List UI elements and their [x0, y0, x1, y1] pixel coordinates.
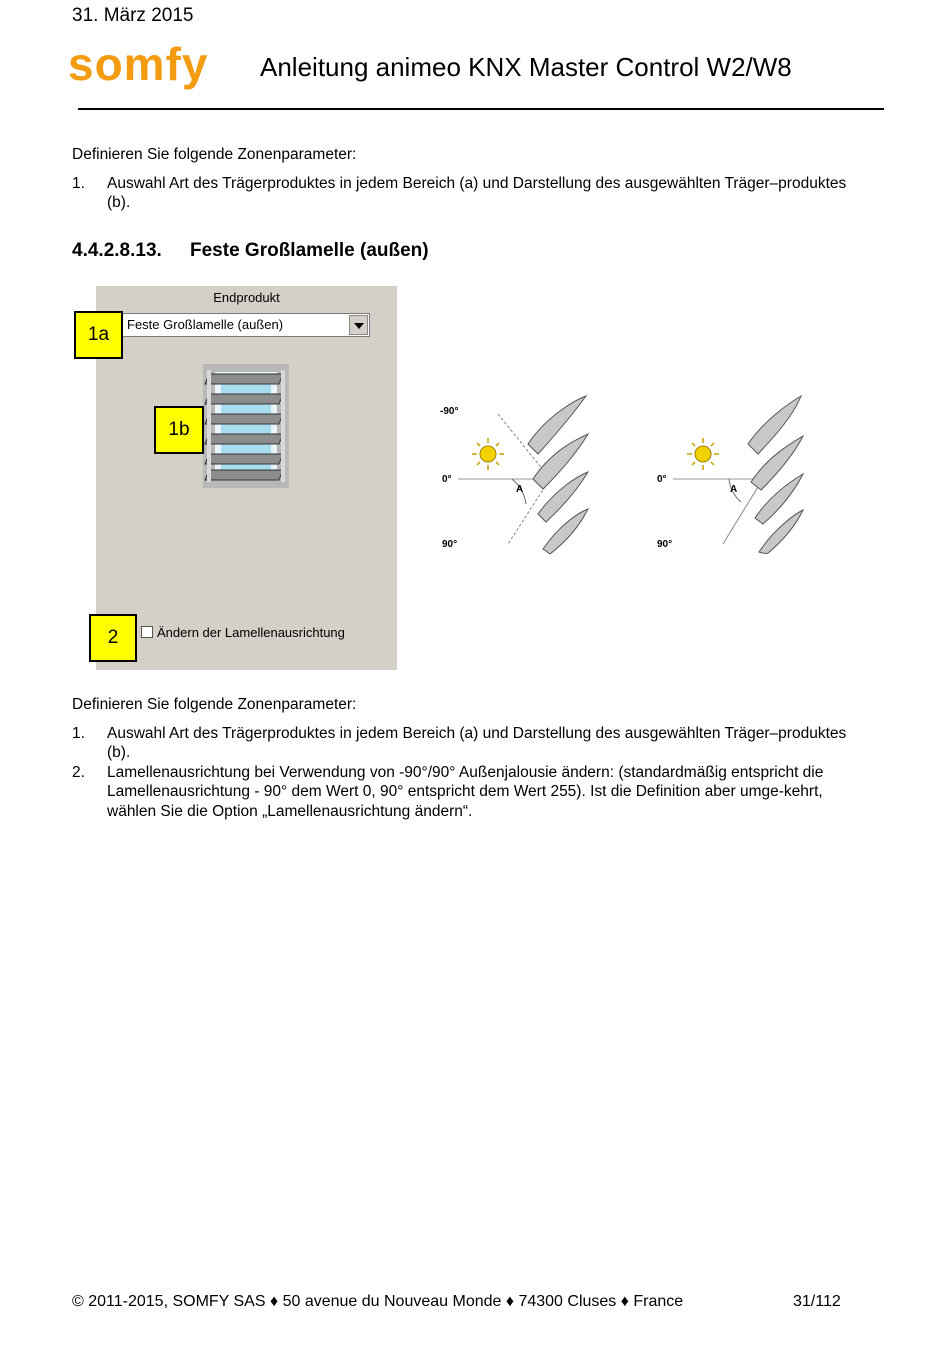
lamellenausrichtung-checkbox[interactable]	[141, 626, 153, 638]
list-item-text: Auswahl Art des Trägerproduktes in jedem Bereich (a) und Darstellung des ausgewählten Träger–produktes (b).	[107, 724, 847, 761]
list-item-number: 2.	[72, 763, 85, 781]
list-item-number: 1.	[72, 174, 85, 192]
intro-list	[72, 174, 872, 213]
chevron-down-icon	[354, 323, 364, 329]
label-minus-90: -90°	[440, 406, 459, 417]
label-0: 0°	[442, 474, 452, 485]
document-title: Anleitung animeo KNX Master Control W2/W8	[260, 52, 792, 82]
endprodukt-panel	[96, 286, 397, 670]
list-item	[72, 724, 872, 763]
marker-1a: 1a	[74, 311, 123, 359]
endprodukt-select[interactable]	[122, 313, 370, 337]
footer-copyright: © 2011-2015, SOMFY SAS ♦ 50 avenue du Nouveau Monde ♦ 74300 Cluses ♦ France	[72, 1293, 684, 1310]
label-90: 90°	[442, 539, 458, 550]
intro-section	[72, 145, 872, 213]
dropdown-button[interactable]	[349, 315, 368, 335]
select-value: Feste Großlamelle (außen)	[127, 317, 284, 332]
section-heading	[72, 240, 429, 262]
list-item-text: Lamellenausrichtung bei Verwendung von -90°/90° Außenjalousie ändern: (standardmäßig entspricht die Lamellenausrichtung - 90° dem Wert 0, 90° entspricht dem Wert 255). Ist die Definition aber umge-kehrt, wählen Sie die Option „Lamellenausrichtung ändern“.	[107, 763, 824, 820]
label-0: 0°	[657, 474, 667, 485]
marker-2: 2	[89, 614, 137, 662]
intro-lead: Definieren Sie folgende Zonenparameter:	[72, 146, 357, 163]
slat-preview-image	[203, 364, 289, 488]
slat-angle-diagram-left	[438, 394, 603, 554]
section-title: Feste Großlamelle (außen)	[190, 240, 429, 261]
document-date: 31. März 2015	[72, 5, 194, 26]
label-angle-a: A	[730, 484, 738, 495]
section-number: 4.4.2.8.13.	[72, 240, 162, 261]
panel-label: Endprodukt	[213, 290, 280, 305]
checkbox-label: Ändern der Lamellenausrichtung	[157, 625, 345, 640]
page-number: 31/112	[793, 1293, 841, 1310]
slat-angle-diagram-right	[653, 394, 818, 554]
svg-text:somfy: somfy	[68, 40, 209, 90]
somfy-logo	[68, 40, 238, 92]
list-item	[72, 763, 872, 822]
marker-1b: 1b	[154, 406, 204, 454]
parameters-list	[72, 724, 872, 822]
list-item-text: Auswahl Art des Trägerproduktes in jedem Bereich (a) und Darstellung des ausgewählten Träger–produktes (b).	[107, 174, 847, 211]
header-rule	[78, 108, 884, 110]
parameters-section	[72, 695, 872, 821]
label-90: 90°	[657, 539, 673, 550]
list-item-number: 1.	[72, 724, 85, 742]
parameters-lead: Definieren Sie folgende Zonenparameter:	[72, 696, 357, 713]
list-item	[72, 174, 872, 213]
label-angle-a: A	[516, 484, 524, 495]
